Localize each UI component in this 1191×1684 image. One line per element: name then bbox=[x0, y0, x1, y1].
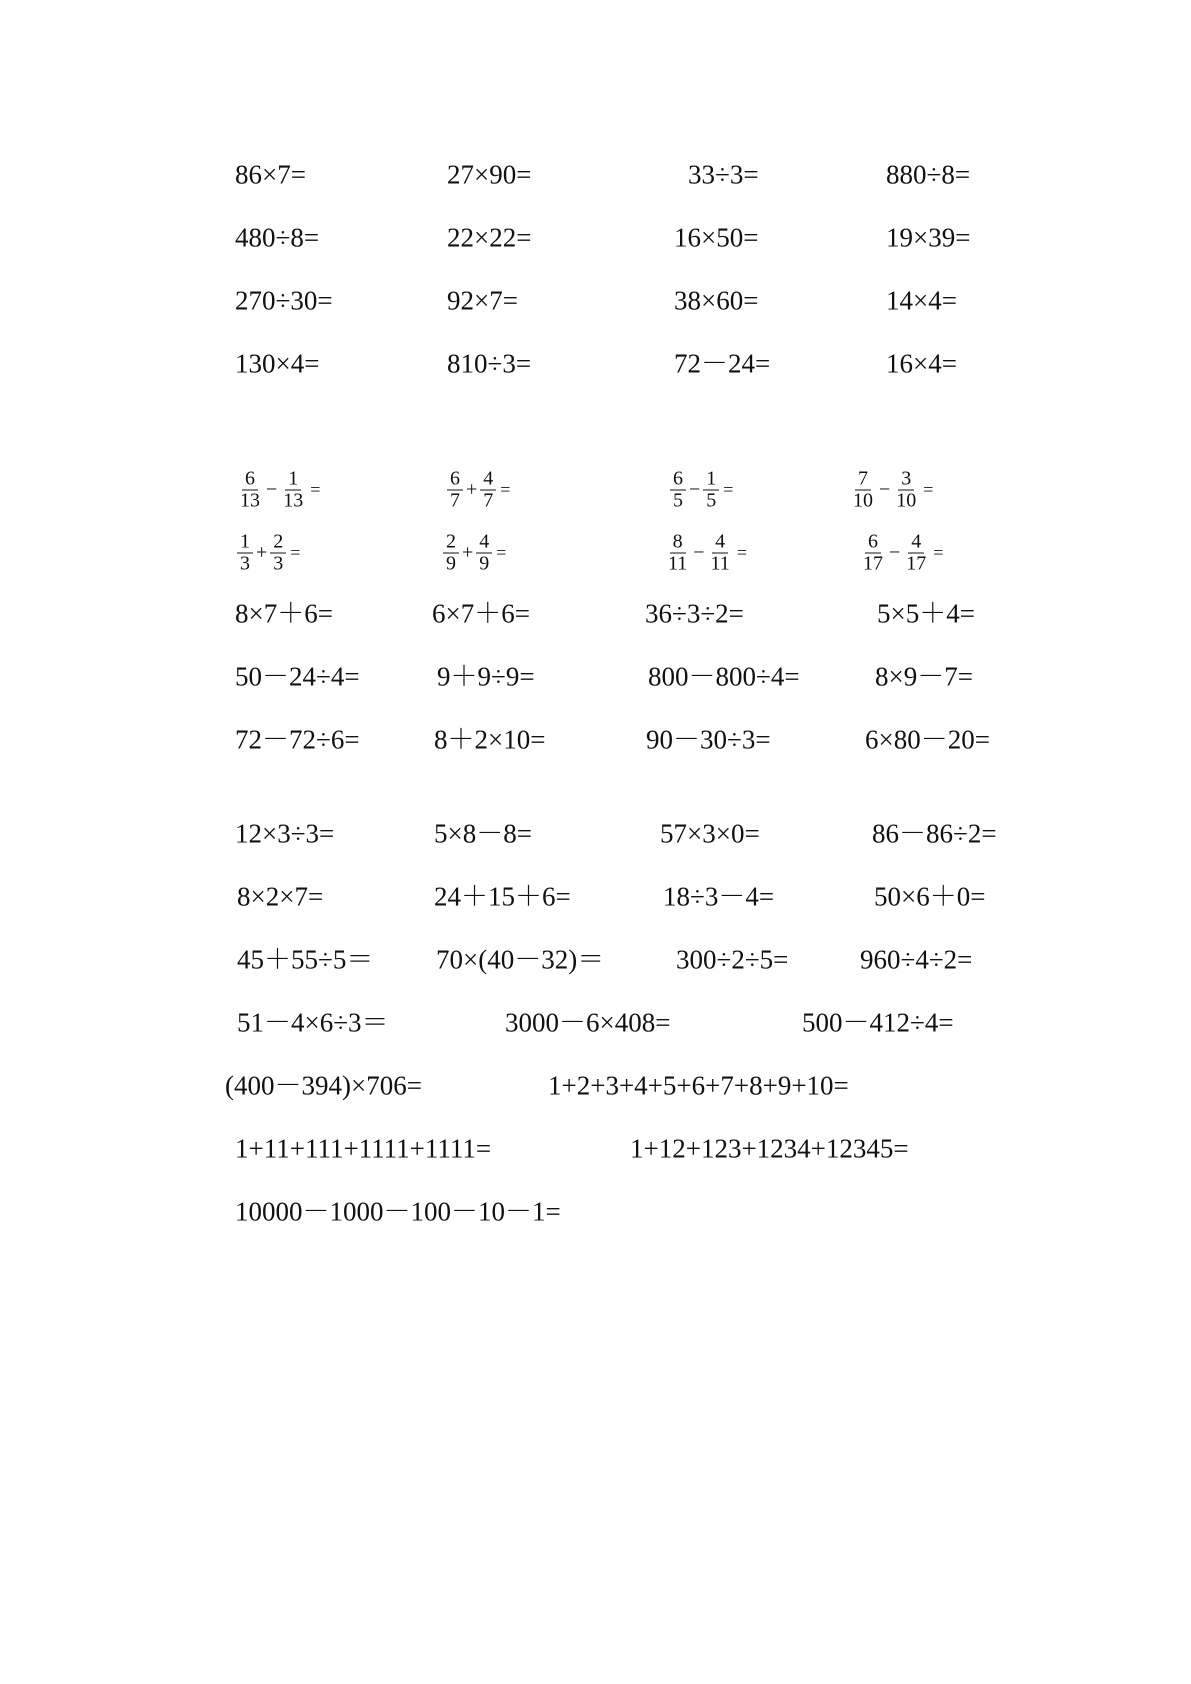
problem: 810÷3= bbox=[447, 348, 532, 379]
operator: − bbox=[879, 478, 891, 501]
equals-sign: = bbox=[923, 479, 934, 500]
equals-sign: = bbox=[310, 479, 321, 500]
fraction-problem bbox=[237, 532, 300, 575]
fraction: $\frac{6}{17}$ bbox=[863, 530, 883, 575]
fraction-problem bbox=[665, 532, 747, 575]
fraction-problem bbox=[860, 532, 943, 575]
problem: 51－4×6÷3＝ bbox=[237, 1007, 389, 1038]
problem: 270÷30= bbox=[235, 285, 333, 316]
problem: 500－412÷4= bbox=[802, 1007, 954, 1038]
problem: 90－30÷3= bbox=[646, 724, 771, 755]
fraction: $\frac{4}{11}$ bbox=[710, 530, 730, 575]
operator: − bbox=[889, 541, 901, 564]
fraction-problem bbox=[670, 469, 733, 512]
fraction: $\frac{1}{5}$ bbox=[703, 469, 719, 512]
problem: 14×4= bbox=[886, 285, 957, 316]
equals-sign: = bbox=[723, 479, 734, 500]
problem: 38×60= bbox=[674, 285, 759, 316]
problem: 5×5＋4= bbox=[877, 598, 975, 629]
problem: 12×3÷3= bbox=[235, 818, 335, 849]
problem: 18÷3－4= bbox=[663, 881, 775, 912]
problem: 1+11+111+1111+1111= bbox=[235, 1133, 492, 1164]
fraction: $\frac{2}{3}$ bbox=[270, 532, 286, 575]
problem: 45＋55÷5＝ bbox=[237, 944, 374, 975]
problem: 880÷8= bbox=[886, 159, 971, 190]
problem: 50－24÷4= bbox=[235, 661, 360, 692]
problem: 8×2×7= bbox=[237, 881, 324, 912]
fraction-problem bbox=[850, 469, 933, 512]
problem: 8×7＋6= bbox=[235, 598, 333, 629]
equals-sign: = bbox=[290, 542, 301, 563]
problem: 22×22= bbox=[447, 222, 532, 253]
problem: 16×4= bbox=[886, 348, 957, 379]
problem: 1+12+123+1234+12345= bbox=[630, 1133, 909, 1164]
problem: 300÷2÷5= bbox=[676, 944, 789, 975]
problem: 70×(40－32)＝ bbox=[436, 944, 605, 975]
problem: 24＋15＋6= bbox=[434, 881, 571, 912]
operator: + bbox=[466, 478, 478, 501]
problem: 72－24= bbox=[674, 348, 771, 379]
equals-sign: = bbox=[736, 542, 747, 563]
fraction-problem bbox=[447, 469, 510, 512]
fraction-problem bbox=[237, 469, 320, 512]
fraction: $\frac{3}{10}$ bbox=[896, 467, 917, 512]
operator: + bbox=[462, 541, 474, 564]
problem: 57×3×0= bbox=[660, 818, 760, 849]
problem: 1+2+3+4+5+6+7+8+9+10= bbox=[548, 1070, 849, 1101]
problem: 960÷4÷2= bbox=[860, 944, 973, 975]
equals-sign: = bbox=[933, 542, 944, 563]
problem: 8＋2×10= bbox=[434, 724, 546, 755]
problem: 6×80－20= bbox=[865, 724, 990, 755]
fraction: $\frac{1}{3}$ bbox=[237, 532, 253, 575]
problem: 50×6＋0= bbox=[874, 881, 986, 912]
fraction: $\frac{7}{10}$ bbox=[853, 467, 873, 512]
fraction: $\frac{4}{9}$ bbox=[476, 532, 492, 575]
fraction: $\frac{1}{13}$ bbox=[283, 467, 304, 512]
operator: − bbox=[689, 478, 701, 501]
problem: (400－394)×706= bbox=[225, 1070, 422, 1101]
problem: 5×8－8= bbox=[434, 818, 532, 849]
fraction-problem bbox=[443, 532, 506, 575]
fraction: $\frac{8}{11}$ bbox=[668, 530, 688, 575]
problem: 16×50= bbox=[674, 222, 759, 253]
fraction: $\frac{4}{7}$ bbox=[480, 469, 496, 512]
fraction: $\frac{2}{9}$ bbox=[443, 532, 459, 575]
problem: 19×39= bbox=[886, 222, 971, 253]
problem: 36÷3÷2= bbox=[645, 598, 744, 629]
problem: 86－86÷2= bbox=[872, 818, 997, 849]
problem: 10000－1000－100－10－1= bbox=[235, 1196, 561, 1227]
problem: 86×7= bbox=[235, 159, 306, 190]
fraction: $\frac{4}{17}$ bbox=[906, 530, 927, 575]
problem: 3000－6×408= bbox=[505, 1007, 671, 1038]
operator: − bbox=[266, 478, 278, 501]
equals-sign: = bbox=[496, 542, 507, 563]
operator: − bbox=[693, 541, 705, 564]
problem: 33÷3= bbox=[688, 159, 759, 190]
problem: 8×9－7= bbox=[875, 661, 973, 692]
operator: + bbox=[256, 541, 268, 564]
problem: 9＋9÷9= bbox=[437, 661, 535, 692]
problem: 72－72÷6= bbox=[235, 724, 360, 755]
fraction: $\frac{6}{13}$ bbox=[240, 467, 260, 512]
problem: 6×7＋6= bbox=[432, 598, 530, 629]
problem: 800－800÷4= bbox=[648, 661, 800, 692]
fraction: $\frac{6}{7}$ bbox=[447, 469, 463, 512]
fraction: $\frac{6}{5}$ bbox=[670, 469, 686, 512]
problem: 480÷8= bbox=[235, 222, 320, 253]
problem: 27×90= bbox=[447, 159, 532, 190]
problem: 130×4= bbox=[235, 348, 320, 379]
equals-sign: = bbox=[500, 479, 511, 500]
problem: 92×7= bbox=[447, 285, 518, 316]
